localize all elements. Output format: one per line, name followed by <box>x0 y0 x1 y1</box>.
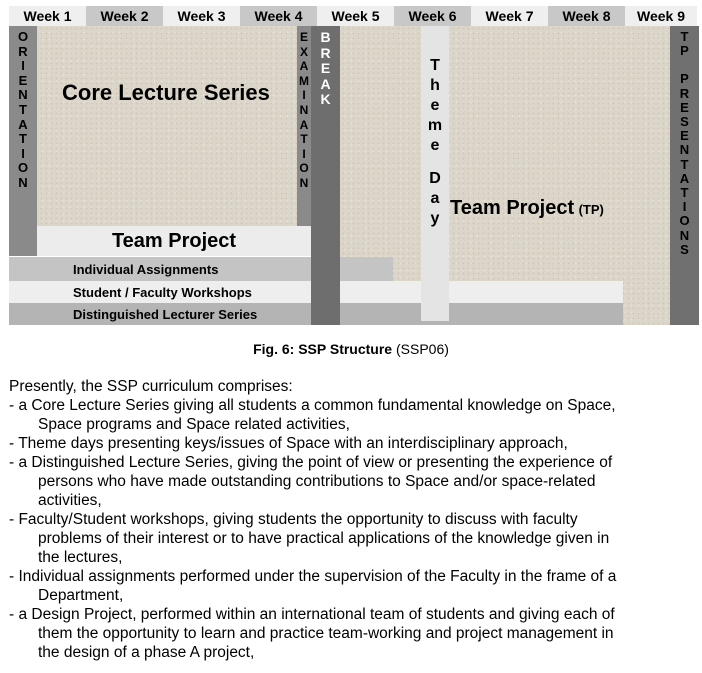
break-letter: R <box>320 44 331 61</box>
figure-caption <box>0 341 702 357</box>
examination-letter: N <box>299 102 309 117</box>
examination-letter: E <box>299 30 308 44</box>
week-5-header: Week 5 <box>317 6 394 26</box>
curriculum-item <box>9 567 689 605</box>
curriculum-item-continuation: problems of their interest or to have practical applications of the knowledge given in <box>38 530 610 547</box>
core-lecture-series-label: Core Lecture Series <box>62 80 270 105</box>
week-9-header: Week 9 <box>625 6 697 26</box>
curriculum-item-continuation: persons who have made outstanding contributions to Space and/or space-related <box>38 473 596 490</box>
intro-paragraph: Presently, the SSP curriculum comprises: <box>9 378 293 395</box>
curriculum-item-continuation: Department, <box>38 587 124 604</box>
examination-letter: X <box>299 44 308 59</box>
team-project-right-label-group <box>450 197 604 220</box>
core-lecture-area <box>9 26 311 226</box>
presentations-letter: S <box>680 114 689 130</box>
examination-letter: A <box>299 117 309 132</box>
orientation-letter: N <box>18 87 28 103</box>
theme-label <box>428 56 442 156</box>
theme-letter: h <box>430 77 440 94</box>
break-column <box>311 26 340 325</box>
examination-letter: O <box>299 161 309 176</box>
caption-normal: (SSP06) <box>395 341 449 357</box>
theme-letter: m <box>427 117 443 134</box>
examination-label <box>299 30 309 191</box>
orientation-letter: R <box>18 43 28 59</box>
week-4-header: Week 4 <box>240 6 317 26</box>
presentations-letter: A <box>679 170 690 186</box>
week-3-header: Week 3 <box>163 6 240 26</box>
examination-letter: T <box>300 132 308 147</box>
orientation-letter: T <box>19 131 27 147</box>
break-letter: K <box>320 91 331 107</box>
presentations-letter: T <box>680 156 689 172</box>
week-6-header: Week 6 <box>394 6 471 26</box>
curriculum-item-continuation: Space programs and Space related activities, <box>38 416 350 433</box>
day-letter: y <box>430 210 440 227</box>
curriculum-item-line: - a Distinguished Lecture Series, giving the point of view or presenting the experience of <box>9 454 613 471</box>
orientation-column <box>9 26 37 256</box>
orientation-letter: A <box>18 116 28 132</box>
week-7-header: Week 7 <box>471 6 548 26</box>
presentations-letter: E <box>680 99 689 115</box>
orientation-letter: O <box>17 29 29 44</box>
examination-letter: I <box>302 88 306 103</box>
curriculum-item <box>9 434 689 453</box>
day-letter: D <box>429 170 441 187</box>
orientation-letter: O <box>17 160 29 176</box>
break-label <box>320 30 330 108</box>
orientation-letter: E <box>18 72 28 88</box>
examination-column <box>297 26 311 226</box>
tp-letter: P <box>680 43 689 59</box>
theme-letter: e <box>430 137 440 154</box>
curriculum-item-continuation: activities, <box>38 492 102 509</box>
examination-letter: A <box>299 59 309 74</box>
presentations-letter: R <box>679 85 690 101</box>
tp-presentations-column <box>670 26 699 325</box>
team-project-left-bar <box>37 226 311 256</box>
workshops-label: Student / Faculty Workshops <box>73 284 252 300</box>
orientation-letter: I <box>21 145 25 161</box>
curriculum-item <box>9 396 689 434</box>
curriculum-item <box>9 453 689 510</box>
distinguished-lecturer-label: Distinguished Lecturer Series <box>73 306 258 322</box>
orientation-letter: N <box>18 174 28 190</box>
presentations-letter: S <box>680 241 689 257</box>
ssp-structure-diagram <box>0 0 702 330</box>
theme-day-column <box>421 26 449 321</box>
curriculum-item-line: - Faculty/Student workshops, giving students the opportunity to discuss with faculty <box>9 511 578 528</box>
presentations-letter: I <box>682 199 687 215</box>
curriculum-list <box>9 396 689 662</box>
curriculum-item-line: - Individual assignments performed under the supervision of the Faculty in the frame of a <box>9 568 617 585</box>
curriculum-item-line: - a Core Lecture Series giving all students a common fundamental knowledge on Space, <box>9 397 616 414</box>
curriculum-item-continuation: the design of a phase A project, <box>38 644 255 661</box>
body-text <box>9 377 689 662</box>
presentations-letter: P <box>680 71 689 87</box>
week-1-header: Week 1 <box>9 6 86 26</box>
team-project-right-label: Team Project <box>450 197 575 219</box>
team-project-left-label: Team Project <box>111 229 237 252</box>
team-project-right-suffix: (TP) <box>578 202 604 217</box>
presentations-letter: E <box>680 128 689 144</box>
orientation-letter: T <box>19 101 27 117</box>
theme-letter: T <box>430 57 440 74</box>
presentations-letter: N <box>679 227 690 243</box>
curriculum-item-line: - Theme days presenting keys/issues of Space with an interdisciplinary approach, <box>9 435 568 452</box>
examination-letter: N <box>299 175 309 190</box>
presentations-letter: N <box>679 142 690 158</box>
day-label <box>429 169 441 229</box>
examination-letter: M <box>299 73 309 88</box>
curriculum-item-line: - a Design Project, performed within an international team of students and giving each of <box>9 606 615 623</box>
tp-label <box>680 30 689 58</box>
curriculum-item <box>9 510 689 567</box>
week-2-header: Week 2 <box>86 6 163 26</box>
curriculum-item-continuation: the lectures, <box>38 549 123 566</box>
presentations-label <box>679 72 689 257</box>
break-letter: B <box>320 29 331 45</box>
individual-assignments-label: Individual Assignments <box>73 261 219 277</box>
tp-letter: T <box>680 29 689 44</box>
orientation-letter: I <box>21 58 25 74</box>
presentations-letter: T <box>680 185 689 201</box>
theme-letter: e <box>430 97 440 114</box>
week-8-header: Week 8 <box>548 6 625 26</box>
break-letter: E <box>320 60 331 76</box>
day-letter: a <box>430 190 440 207</box>
examination-letter: I <box>302 146 306 161</box>
caption-bold: Fig. 6: SSP Structure <box>253 341 393 357</box>
presentations-letter: O <box>679 213 690 229</box>
curriculum-item-continuation: them the opportunity to learn and practice team-working and project management in <box>38 625 614 642</box>
curriculum-item <box>9 605 689 662</box>
orientation-label <box>18 30 28 191</box>
break-letter: A <box>320 75 331 92</box>
